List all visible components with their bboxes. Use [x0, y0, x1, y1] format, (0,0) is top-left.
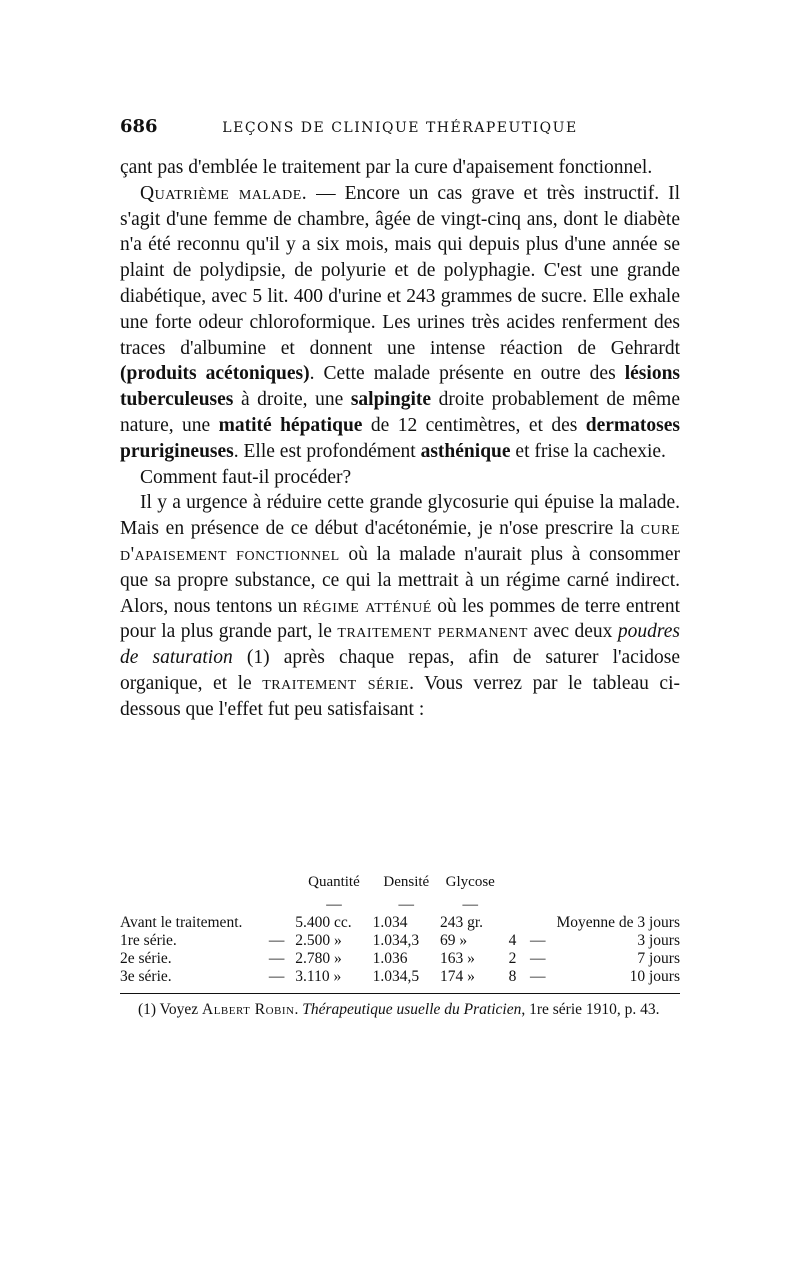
- cell-quantity: 5.400 cc.: [295, 914, 352, 931]
- text-run: de 12 centimètres, et des: [362, 414, 586, 436]
- cell-glycose: 243 gr.: [439, 914, 484, 931]
- table-row: [120, 968, 680, 986]
- header-dash: —: [326, 896, 342, 913]
- cell-density: 1.036: [372, 950, 408, 967]
- text-run: (1) après chaque repas, afin de saturer l'acidose organique, et le: [120, 647, 680, 694]
- small-caps-run: traitement permanent: [337, 621, 528, 643]
- cell-quantity: 3.110 »: [295, 968, 342, 985]
- table-dash-row: [120, 896, 680, 914]
- cell-dash: [519, 914, 556, 932]
- paragraph-treatment: [120, 490, 680, 722]
- footnote-rule: [120, 993, 680, 994]
- row-dash: —: [268, 968, 285, 985]
- cell-average: 10 jours: [629, 968, 680, 985]
- header-dash: —: [462, 896, 478, 913]
- text-run: (1) Voyez: [138, 1001, 202, 1018]
- cell-count: 2: [508, 950, 517, 967]
- text-run: droite probablement de même nature, une: [120, 389, 681, 436]
- paragraph-question: [120, 465, 680, 491]
- text-run: — Encore un cas grave et très instructif. Il s'agit d'une femme de chambre, âgée de vingt-cinq ans, dont le diabète n'a été reconnu qu'il y a six mois, mais qui depuis plus d'une année se plaint de polydipsie, de polyurie et de polyphagie. C'est une grande diabétique, avec 5 lit. 400 d'urine et 243 grammes de sucre. Elle exhale une forte odeur chloroformique. Les urines très acides renferment des traces d'albumine et donnent une intense réaction de Gehrardt: [120, 182, 680, 359]
- row-label: 1re série.: [120, 932, 177, 949]
- row-dash: [258, 914, 295, 932]
- cell-quantity: 2.780 »: [295, 950, 342, 967]
- cell-dash: —: [530, 932, 546, 949]
- cell-average: Moyenne de 3 jours: [556, 914, 680, 931]
- small-caps-run: régime atténué: [302, 595, 432, 617]
- small-caps-run: cure d'apaisement fonctionnel: [120, 518, 680, 565]
- table-row: [120, 932, 680, 950]
- book-title: Thérapeutique usuelle du Praticien: [302, 1001, 522, 1018]
- results-table: [120, 874, 680, 986]
- bold-run: (produits acétoniques): [120, 363, 310, 385]
- running-head: LEÇONS DE CLINIQUE THÉRAPEUTIQUE: [222, 120, 578, 136]
- column-header: Densité: [383, 874, 430, 890]
- header-dash: —: [398, 896, 415, 913]
- text-run: où les pommes de terre entrent pour la plus grande part, le: [120, 595, 681, 643]
- bold-run: asthénique: [420, 440, 511, 462]
- row-label: 2e série.: [120, 950, 172, 967]
- row-label: Avant le traitement.: [120, 914, 243, 931]
- cell-average: 3 jours: [637, 932, 680, 949]
- cell-dash: —: [530, 950, 546, 967]
- column-header: Quantité: [308, 874, 360, 890]
- bold-run: dermatoses prurigineuses: [120, 414, 680, 462]
- text-run: . Cette malade présente en outre des: [309, 363, 625, 385]
- author-name: Albert Robin: [202, 1001, 295, 1018]
- row-dash: —: [268, 950, 285, 967]
- bold-run: salpingite: [350, 389, 432, 411]
- cell-average: 7 jours: [637, 950, 680, 967]
- bold-run: matité hépatique: [218, 414, 363, 436]
- cell-density: 1.034: [372, 914, 408, 931]
- table-row: [120, 950, 680, 968]
- cell-glycose: 174 »: [439, 968, 475, 985]
- table-row: [120, 914, 680, 932]
- cell-count: [506, 914, 519, 932]
- cell-glycose: 163 »: [439, 950, 475, 967]
- text-run: Il y a urgence à réduire cette grande glycosurie qui épuise la malade. Mais en présence de ce début d'acétonémie, je n'ose prescrire la: [120, 492, 680, 540]
- paragraph-text: Comment faut-il procéder?: [140, 466, 352, 488]
- row-dash: —: [268, 932, 285, 949]
- text-run: où la malade n'aurait plus à consommer que sa propre substance, ce qui la mettrait à un régime carné indirect. Alors, nous tentons un: [120, 543, 680, 617]
- paragraph-continuation: [120, 155, 680, 181]
- row-label: 3e série.: [120, 968, 172, 985]
- cell-dash: —: [530, 968, 546, 985]
- text-run: à droite, une: [233, 389, 351, 411]
- text-run: , 1re série 1910, p. 43.: [521, 1001, 660, 1018]
- text-run: avec deux: [527, 621, 618, 643]
- cell-density: 1.034,3: [372, 932, 420, 949]
- case-heading: Quatrième malade.: [140, 182, 308, 204]
- footnote: [120, 1000, 680, 1020]
- text-run: . Elle est profondément: [233, 440, 421, 462]
- text-run: et frise la cachexie.: [510, 440, 666, 462]
- text-run: . Vous verrez par le tableau ci-dessous que l'effet fut peu satisfaisant :: [120, 672, 680, 720]
- cell-density: 1.034,5: [372, 968, 420, 985]
- bold-run: lésions tuberculeuses: [120, 363, 680, 411]
- paragraph-case-four: [120, 181, 680, 465]
- small-caps-run: traitement série: [262, 672, 410, 694]
- column-header: Glycose: [445, 874, 495, 890]
- cell-count: 8: [508, 968, 517, 985]
- cell-count: 4: [508, 932, 517, 949]
- cell-glycose: 69 »: [439, 932, 468, 949]
- page-number: 686: [120, 116, 158, 137]
- italic-run: poudres de saturation: [120, 621, 680, 669]
- body-text: [120, 155, 680, 723]
- text-run: .: [294, 1001, 303, 1018]
- paragraph-text: çant pas d'emblée le traitement par la cure d'apaisement fonctionnel.: [120, 157, 653, 178]
- cell-quantity: 2.500 »: [295, 932, 342, 949]
- page-header: [120, 116, 680, 146]
- table-header-row: [120, 874, 680, 896]
